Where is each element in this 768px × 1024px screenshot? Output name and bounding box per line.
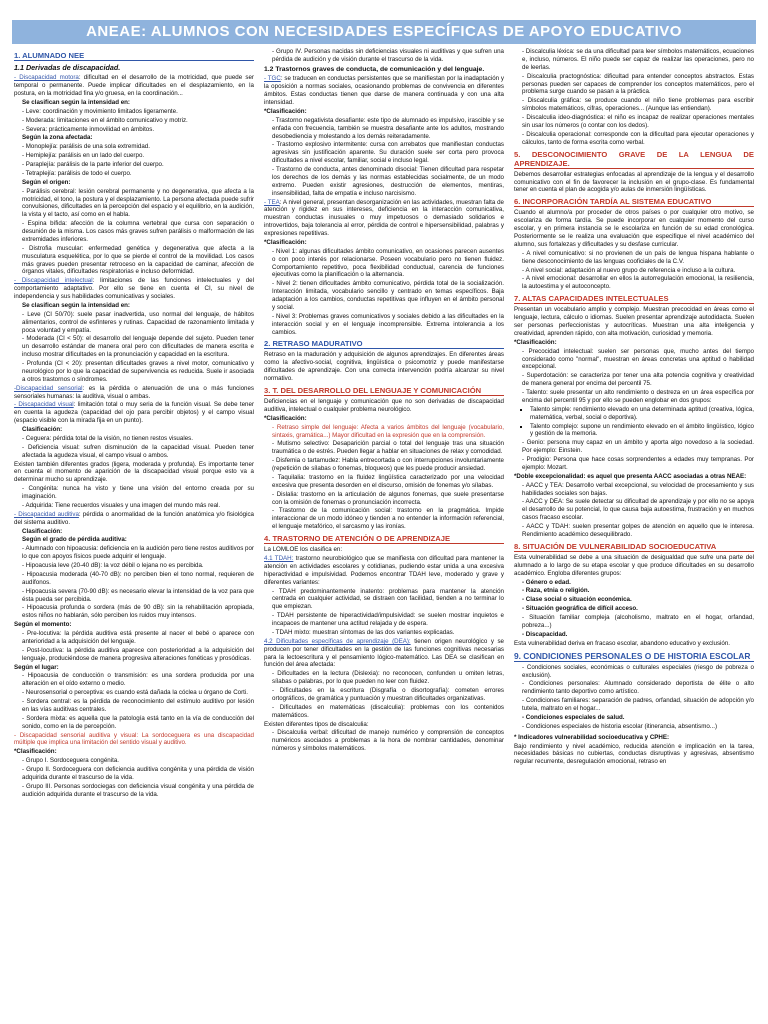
paragraph-vulnerabilidad: Esta vulnerabilidad se debe a una situación de desigualdad que sufre una parte del alumnado a lo largo de su etapa escolar y que produce dificultades en su desarrollo académico. Engloba diferentes grupos:: [514, 553, 754, 577]
text-tea: : A nivel general, presentan desorganización en las actividades, muestran falta de atención y rigidez en sus intereses, deficiencia en la interacción comunicativa, muestran conductas inusuales o muy impetuosos o demasiado solidarios e introvertidos, baja tolerancia al error, pérdida de control e hipersensibilidad, palabras y expresiones repetitivas.: [264, 198, 504, 237]
list-altas: [522, 348, 754, 405]
list-item: - Sordera mixta: es aquella que la patología está tanto en la vía de conducción del sonido, como en la de percepción.: [22, 715, 254, 731]
list-momento-auditiva: [22, 630, 254, 663]
document-title: ANEAE: ALUMNOS CON NECESIDADES ESPECÍFICAS DE APOYO EDUCATIVO: [12, 20, 756, 44]
paragraph-tgc: [264, 75, 504, 107]
list-item: - Leve: coordinación y movimiento limitados ligeramente.: [22, 108, 254, 116]
heading-incorporacion: 6. INCORPORACIÓN TARDÍA AL SISTEMA EDUCATIVO: [514, 197, 754, 207]
list-tea: [272, 248, 504, 337]
list-item: - AACC y TEA: Desarrollo verbal excepcional, su velocidad de procesamiento y sus habilidades sociales son bajas.: [522, 482, 754, 498]
list-clasif2-header: [22, 528, 254, 545]
paragraph-motora: [14, 74, 254, 98]
list-item: - Hemiplejía: parálisis en un lado del cuerpo.: [22, 152, 254, 160]
heading-retraso-madurativo: 2. RETRASO MADURATIVO: [264, 339, 504, 349]
list-item: - Grupo II. Sordoceguera con deficiencia auditiva congénita y una pérdida de visión adquirida durante el trascurso de la vida.: [22, 766, 254, 782]
list-item: - Espina bífida: afección de la columna vertebral que cursa con separación o desunión de la misma. Los casos más graves sufren parálisis o malformación de las extremidades inferiores.: [22, 220, 254, 244]
paragraph-lenguaje: Deficiencias en el lenguaje y comunicación que no son derivadas de discapacidad auditiva, intelectual o cualquier problema neurológico.: [264, 398, 504, 413]
list-item: - Alumnado con hipoacusia: deficiencia en la audición pero tiene restos auditivos por lo que con apoyos físicos puede adquirir el lenguaje.: [22, 545, 254, 561]
list-item: - Condiciones personales: Alumnado considerado deportista de élite o alto rendimiento tanto deportivo como artístico.: [522, 680, 754, 696]
list-item: - Grupo IV. Personas nacidas sin deficiencias visuales ni auditivas y que sufren una pérdida de audición y de visión durante el trascurso de la vida.: [272, 48, 504, 64]
list-vulnerabilidad: [522, 579, 754, 639]
list-item: ▪ Se clasifican según la intensidad en:: [22, 99, 254, 107]
paragraph-tdah: [264, 555, 504, 587]
paragraph-incorporacion: Cuando el alumno/a por proceder de otros países o por cualquier otro motivo, se escolariza de forma tardía. Se puede incorporar en cualquier momento del curso escolar, y en primera instancia se le escolariza en función de su edad cronológica. Posteriormente se le realiza una evaluación que especifique el nivel académico del alumno, sus fortalezas y dificultades y su desfase curricular.: [514, 209, 754, 248]
list-item: - Retraso simple del lenguaje: Afecta a varios ámbitos del lenguaje (vocabulario, sintaxis, gramática...) Mayor dificultad en la expresión que en la comprensión.: [272, 424, 504, 440]
list-item: - Discalculia operacional: corresponde con la dificultad para ejecutar operaciones y cálculos, tanto de forma escrita como verbal.: [522, 131, 754, 147]
list-item: ▪ Según el grado de pérdida auditiva:: [22, 536, 254, 544]
list-item: - Adquirida: Tiene recuerdos visuales y una imagen del mundo más real.: [22, 502, 254, 510]
text-motora: : dificultad en el desarrollo de la motricidad, que puede ser temporal o permanente. Puede implicar dificultades en el desplazamiento, en la postura, en la motricidad fina y/o gruesa, en la coordinación...: [14, 74, 254, 97]
subheading-trastornos: 1.2 Trastornos graves de conducta, de comunicación y del lenguaje.: [264, 65, 485, 73]
list-item: - AACC y TDAH: suelen presentar golpes de atención en aquello que le interesa. Rendimiento académico desequilibrado.: [522, 523, 754, 539]
list-incorporacion: [522, 250, 754, 291]
heading-condiciones: 9. CONDICIONES PERSONALES O DE HISTORIA ESCOLAR: [514, 651, 754, 662]
list-item: - Tetraplejía: parálisis de todo el cuerpo.: [22, 170, 254, 178]
text-sensorial: : es la pérdida o atenuación de una o más funciones sensoriales humanas: la auditiva, visual o ambas.: [14, 384, 254, 400]
list-item: - Congénita: nunca ha visto y tiene una visión del entorno creada por su imaginación.: [22, 485, 254, 501]
list-item: - Grupo III. Personas sordociegas con deficiencia visual congénita y una pérdida de audición adquirida durante el trascurso de la vida.: [22, 783, 254, 799]
list-intensidad: [22, 108, 254, 134]
list-item: ▪ Clasificación:: [22, 426, 254, 434]
paragraph-indicadores-2: Bajo rendimiento y nivel académico, reducida atención e implicación en la tarea, necesidades básicas no cubiertas, conductas disruptivas y agresivas, absentismo regular recurrente, desregulación emocional, retraso en: [514, 742, 754, 766]
list-item: - Hipoacusia leve (20-40 dB): la voz débil o lejana no es percibida.: [22, 562, 254, 570]
column-3: [514, 48, 754, 1004]
paragraph-sordoceguera: - Discapacidad sensorial auditiva y visual: La sordoceguera es una discapacidad múltiple que implica una limitación del sentido visual y auditivo.: [14, 731, 254, 747]
list-momento-visual: [22, 485, 254, 510]
list-motora: [22, 99, 254, 107]
list-item: - Post-locutiva: la pérdida auditiva aparece con posterioridad a la adquisición del lenguaje, produciéndose de manera progresiva alteraciones fonéticas y prosódicas.: [22, 647, 254, 663]
heading-desconocimiento: 5. DESCONOCIMIENTO GRAVE DE LA LENGUA DE APRENDIZAJE.: [514, 149, 754, 168]
term-auditiva: - Discapacidad auditiva: [14, 510, 79, 518]
list-item: - Leve (CI 50/70): suele pasar inadvertida, uso normal del lenguaje, de hábitos alimentarios, control de esfínteres y rutinas. Capacidad de razonamiento limitada y poca voluntad y empatía.: [22, 311, 254, 335]
list-item: - A nivel comunicativo: si no provienen de un país de lengua hispana hablante o tiene desconocimiento de las lenguas cooficiales de la C.V.: [522, 250, 754, 266]
list-item: ▪ Talento complejo: supone un rendimiento elevado en el ámbito lingüístico, lógico y gestión de la memoria.: [530, 423, 754, 439]
list-item: - Paraplejía: parálisis de la parte inferior del cuerpo.: [22, 161, 254, 169]
text-visual: : limitación total o muy seria de la función visual. Se debe tener en cuenta la agudeza (capacidad del ojo para percibir objetos) y el campo visual (espacio visible con la mirada fija en un punto).: [14, 401, 254, 425]
paragraph-dea: [264, 638, 504, 670]
list-item: - Nivel 3: Problemas graves comunicativos y sociales debido a las dificultades en la interacción social y en el lenguaje incomprensible. Extrema intolerancia a los cambios.: [272, 313, 504, 337]
list-talentos: [530, 406, 754, 439]
list-item: ▪ Talento simple: rendimiento elevado en una determinada aptitud (creativa, lógica, matemática, verbal, social o deportiva).: [530, 406, 754, 422]
list-item: - Precocidad intelectual: suelen ser personas que, mucho antes del tiempo considerado como "normal", muestran en áreas concretas una aptitud o habilidad excepcional.: [522, 348, 754, 372]
paragraph-grados: Existen también diferentes grados (ligera, moderada y profunda). Es importante tener en cuenta el momento de aparición de la discapacidad visual porque esto va a determinar mucho su aprendizaje.: [14, 460, 254, 484]
label-clasif3: *Clasificación:: [264, 414, 307, 422]
paragraph-indicadores: * Indicadores vulnerabilidad socioeducativa y CPHE:: [514, 733, 670, 741]
column-1: [14, 48, 254, 1004]
paragraph-tea: [264, 199, 504, 238]
list-item: - Condiciones especiales de historia escolar (itinerancia, absentismo...): [522, 723, 754, 731]
label-lugar: Según el lugar:: [14, 663, 59, 671]
list-item: - Prodigio: Persona que hace cosas sorprendentes a edades muy tempranas. Por ejemplo: Mozart.: [522, 456, 754, 472]
subheading-discapacidad: 1.1 Derivadas de discapacidad.: [14, 63, 121, 73]
list-item: - Discalculia gráfica: se produce cuando el niño tiene problemas para escribir símbolos matemáticos, cifras, operaciones... (Aunque las entiendan).: [522, 97, 754, 113]
list-item: - Sordera central: es la pérdida de reconocimiento del estímulo auditivo por lesión en las vías auditivas centrales.: [22, 698, 254, 714]
list-item: - Grupo I. Sordoceguera congénita.: [22, 757, 254, 765]
list-item: - Talento: suele presentar un alto rendimiento o destreza en un área específica por encima del percentil 95 y por ello se pueden englobar en dos grupos:: [522, 389, 754, 405]
list-item: - Género o edad.: [522, 579, 754, 587]
list-zona: [22, 143, 254, 178]
columns: [12, 44, 756, 1004]
text-auditiva: : pérdida o anormalidad de la función anatómica y/o fisiológica del sistema auditivo.: [14, 510, 254, 526]
text-intelectual: : limitaciones de las funciones intelectuales y del comportamiento adaptativo. Por ello se tiene en cuenta el CI, su nivel de independencia y sus habilidades comunicativas y sociales.: [14, 277, 254, 300]
list-item: - Trastorno de conducta, antes denominado disocial: Tienen dificultad para respetar los derechos de los demás y las normas establecidas socialmente, de un modo extremo. Pueden existir agresiones, destrucción de elementos, mentiras, insensibilidad, falta de empatía e incluso narcisismo.: [272, 166, 504, 198]
label-clasif: *Clasificación:: [514, 338, 557, 346]
paragraph-sensorial: [14, 385, 254, 401]
term-sensorial: -Discapacidad sensorial: [14, 384, 83, 392]
label-momento: Según el momento:: [14, 621, 72, 629]
list-item: - Parálisis cerebral: lesión cerebral permanente y no degenerativa, que afecta a la motricidad, el tono, la postura y el desplazamiento. La persona afectada puede sufrir convulsiones, dificultades en la percepción del espacio y el equilibrio, en la audición, la vista y el tacto, así como en el habla.: [22, 188, 254, 220]
list-item: - Condiciones sociales, económicas o culturales especiales (riesgo de pobreza o exclusión).: [522, 664, 754, 680]
heading-vulnerabilidad: 8. SITUACIÓN DE VULNERABILIDAD SOCIOEDUCATIVA: [514, 542, 754, 552]
list-item: ▪ Clasificación:: [22, 528, 254, 536]
list-item: ▪ Se clasifican según la intensidad en:: [22, 302, 254, 310]
list-item: - Hipoacusia profunda o sordera (más de 90 dB): sin la rehabilitación apropiada, estos niños no hablarán, sólo perciben los ruidos muy intensos.: [22, 604, 254, 620]
heading-lenguaje: 3. T. DEL DESARROLLO DEL LENGUAJE Y COMUNICACIÓN: [264, 386, 504, 396]
list-item: - TDAH predominantemente inatento: problemas para mantener la atención centrada en cualquier actividad, se distraen con facilidad, tienden a no terminar lo que empiezan.: [272, 588, 504, 612]
list-int2: [22, 311, 254, 384]
list-condiciones: [522, 664, 754, 731]
list-item: - Mutismo selectivo: Desaparición parcial o total del lenguaje tras una situación traumática o de estrés. Pueden llegar a hablar en situaciones de relax y comodidad.: [272, 440, 504, 456]
label-clasif: *Clasificación:: [264, 107, 307, 115]
list-item: - Dificultades en la lectura (Dislexia): no reconocen, confunden u omiten letras, sílabas o palabras, por lo que pueden no leer con fluidez.: [272, 670, 504, 686]
list-item: - Distrofia muscular: enfermedad genética y degenerativa que afecta a la musculatura esquelética, por lo que se pierde el control de la movilidad. Los casos más graves pueden presentar retroceso en la capacidad de caminar, afección de órganos vitales, dificultades respiratorias e incluso deformidad.: [22, 245, 254, 277]
list-item: - Hipoacusia de conducción o transmisión: es una sordera producida por una alteración en el oído externo o medio.: [22, 672, 254, 688]
list-item: - Discalculia ideo-diagnóstica: el niño es incapaz de realizar operaciones mentales sin usar los números (o contar con los dedos).: [522, 114, 754, 130]
paragraph-altas: Presentan un vocabulario amplio y complejo. Muestran precocidad en áreas como el lenguaje, lectura, cálculo o idiomas. Suelen presentar aprendizaje autodidacta. Suelen ser personas perfeccionistas y autocríticas. Muestran una alta inteligencia y creatividad, aprenden rápido, con alta motivación, curiosidad y memoria.: [514, 306, 754, 337]
paragraph-vulnerabilidad-2: Esta vulnerabilidad deriva en fracaso escolar, abandono educativo y exclusión.: [514, 639, 731, 647]
list-zona-header: [22, 134, 254, 142]
list-item: - AACC y DEA: Se suele detectar su dificultad de aprendizaje y por ello no se apoya el desarrollo de su potencial, lo que causa baja autoestima, frustración y en muchos casos fracaso escolar.: [522, 498, 754, 522]
list-discalculia: [272, 729, 504, 753]
list-item: - Pre-locutiva: la pérdida auditiva está presente al nacer el bebé o aparece con anterioridad a la adquisición del lenguaje.: [22, 630, 254, 646]
list-item: - Dificultades en la escritura (Disgrafía o disortografía): cometen errores ortográficos, de gramática y puntuación y muestran dificultades organizativas.: [272, 687, 504, 703]
list-item: - Moderada: limitaciones en el ámbito comunicativo y motriz.: [22, 117, 254, 125]
list-clasif-header: [22, 426, 254, 434]
term-visual: - Discapacidad visual: [14, 401, 74, 409]
list-item: - Superdotación: se caracteriza por tener una alta potencia cognitiva y creatividad de manera general por encima del percentil 75.: [522, 372, 754, 388]
paragraph-discalculia: Existen diferentes tipos de discalculia:: [264, 720, 369, 728]
list-clasif-visual: [22, 435, 254, 460]
term-dea: 4.2 Dificultades específicas de aprendizaje (DEA):: [264, 637, 411, 645]
list-item: - Neurosensorial o perceptiva: es cuando está dañada la cóclea u órgano de Corti.: [22, 689, 254, 697]
list-item: - Nivel 2: tienen dificultades ámbito comunicativo, pérdida total de la socialización. Interacción limitada, vocabulario sencillo y centrado en temas específicos. Baja adaptación a los cambios, conductas repetitivas que influyen en el ámbito personal y social.: [272, 280, 504, 312]
list-grupos: [22, 757, 254, 798]
list-item: - TDAH mixto: muestran síntomas de las dos variantes explicadas.: [272, 629, 504, 637]
list-item: ▪ Según la zona afectada:: [22, 134, 254, 142]
list-item: - Deficiencia visual: sufren disminución de la capacidad visual. Pueden tener afectada la agudeza visual, el campo visual o ambos.: [22, 444, 254, 460]
list-item: - Clase social o situación económica.: [522, 596, 754, 604]
list-int2-header: [22, 302, 254, 310]
text-tdah: trastorno neurobiológico que se manifiesta con dificultad para mantener la atención en actividades escolares y cotidianas, pudiendo estar unida a una excesiva hiperactividad e impulsividad. Podemos encontrar TDAH leve, moderado y grave y diferentes variantes:: [264, 555, 504, 586]
list-origen: [22, 188, 254, 277]
label-clasif3: *Clasificación:: [14, 748, 57, 756]
list-item: - Genio: persona muy capaz en un ámbito y aporta algo novedoso a la sociedad. Por ejemplo: Einstein.: [522, 439, 754, 455]
list-item: - A nivel social: adaptación al nuevo grupo de referencia e incluso a la cultura.: [522, 267, 754, 275]
list-tgc: [272, 117, 504, 198]
term-tea: - TEA: [264, 198, 280, 206]
text-tgc: : se traducen en conductas persistentes que se manifiestan por la inadaptación y la oposición a normas sociales, ocasionando problemas de convivencia en diferentes ámbitos. Estas conductas tienen que darse de manera continuada y con una alta intensidad.: [264, 75, 504, 106]
list-item: - Taquilalia: trastorno en la fluidez lingüística caracterizado por una velocidad excesiva que presenta desorden en el discurso, omisión de fonemas y/o sílabas.: [272, 474, 504, 490]
list-item: - Disfemia o tartamudez: Habla entrecortada o con interrupciones involuntariamente (repetición de sílabas o fonemas, bloqueos) que les puede producir ansiedad.: [272, 457, 504, 473]
list-item: - Trastorno explosivo intermitente: cursa con arrebatos que manifiestan conductas agresivas sin justificación aparente. Su duración suele ser corta pero provoca dificultades a nivel escolar, familiar, social e incluso legal.: [272, 141, 504, 165]
list-item: - Discalculia léxica: se da una dificultad para leer símbolos matemáticos, ecuaciones e, incluso, números. El niño puede ser capaz de realizar las operaciones, pero no de leerlas.: [522, 48, 754, 72]
paragraph-auditiva: [14, 511, 254, 527]
list-item: - Discalculia practognóstica: dificultad para entender conceptos abstractos. Estas personas pueden ser capaces de comprender los conceptos matemáticos, pero el problema surge cuando se pasan a la práctica.: [522, 73, 754, 97]
list-disc-tipos: [522, 48, 754, 147]
heading-alumnado-nee: 1. ALUMNADO NEE: [14, 51, 254, 61]
heading-atencion: 4. TRASTORNO DE ATENCIÓN O DE APRENDIZAJE: [264, 534, 504, 544]
list-origen-header: [22, 179, 254, 187]
paragraph-lomloe: La LOMLOE los clasifica en:: [264, 546, 343, 554]
list-dea: [272, 670, 504, 719]
list-item: - Condiciones especiales de salud.: [522, 714, 754, 722]
term-intelectual: - Discapacidad intelectual: [14, 277, 93, 285]
list-item: - Situación familiar compleja (alcoholismo, maltrato en el hogar, orfandad, pobreza...): [522, 614, 754, 630]
list-item: - Ceguera: pérdida total de la visión, no tienen restos visuales.: [22, 435, 254, 443]
heading-altas-capacidades: 7. ALTAS CAPACIDADES INTELECTUALES: [514, 294, 754, 304]
list-tdah: [272, 588, 504, 637]
list-item: - Hipoacusia severa (70-90 dB): es necesario elevar la intensidad de la voz para que ésta pueda ser percibida.: [22, 588, 254, 604]
list-item: - Trastorno de la comunicación social: trastorno en la pragmática. Impide interaccionar de un modo idóneo y tienden a no entender la información referencial, el lenguaje metafórico, el sarcasmo y las ironías.: [272, 507, 504, 531]
list-item: - Moderada (CI < 50): el desarrollo del lenguaje depende del sujeto. Pueden tener un desarrollo estándar de manera oral pero con dificultades de manera escrita e incluso mostrar dificultades en la pronunciación y capacidad en la escritura.: [22, 335, 254, 359]
list-item: - Discapacidad.: [522, 631, 754, 639]
list-item: - Situación geográfica de difícil acceso.: [522, 605, 754, 613]
list-item: - Discalculia verbal: dificultad de manejo numérico y comprensión de conceptos numéricos asociados a problemas a la hora de nombrar cantidades, denominar números y símbolos matemáticos.: [272, 729, 504, 753]
term-motora: - Discapacidad motora: [14, 74, 79, 82]
list-lenguaje: [272, 424, 504, 531]
list-item: - Severa: prácticamente inmovilidad en ámbitos.: [22, 126, 254, 134]
list-item: - Trastorno negativista desafiante: este tipo de alumnado es impulsivo, irascible y se enfada con frecuencia, también se muestra desafiante ante los adultos, mostrando desobediencia y molestando a los demás reiteradamente.: [272, 117, 504, 141]
list-item: ▪ Según el origen:: [22, 179, 254, 187]
paragraph-visual: [14, 401, 254, 425]
list-item: - Hipoacusia moderada (40-70 dB): no perciben bien el tono normal, requieren de audífonos.: [22, 571, 254, 587]
list-lugar: [22, 672, 254, 730]
list-item: - Profunda (CI < 20): presentan dificultades graves a nivel motor, comunicativo y neurológico por lo que la capacidad de supervivencia es reducida. Suele ir asociada a otros trastornos o síndromes.: [22, 360, 254, 384]
list-grado: [22, 545, 254, 620]
list-item: - Monoplejía: parálisis de una sola extremidad.: [22, 143, 254, 151]
paragraph-retraso: Retraso en la maduración y adquisición de algunos aprendizajes. En diferentes áreas como la afectivo-social, cognitiva, lingüística o psicomotriz y puede manifestarse dificultades de aprendizaje. Con una correcta intervención podría alcanzar su nivel normativo.: [264, 351, 504, 383]
document-page: [12, 20, 756, 1010]
list-doble: [522, 482, 754, 539]
list-item: - Raza, etnia o religión.: [522, 587, 754, 595]
list-item: - Dislalia: trastorno en la articulación de algunos fonemas, que suele presentarse con la omisión de fonemas o pronunciación incorrecta.: [272, 491, 504, 507]
paragraph-doble: *Doble excepcionalidad: es aquel que presenta AACC asociadas a otras NEAE:: [514, 472, 747, 480]
paragraph-intelectual: [14, 277, 254, 301]
label-clasif2: *Clasificación:: [264, 238, 307, 246]
list-item: - Condiciones familiares: separación de padres, orfandad, situación de adopción y/o tutela, maltrato en el hogar...: [522, 697, 754, 713]
list-item: - Dificultades en matemáticas (discalculia): problemas con los contenidos matemáticos.: [272, 704, 504, 720]
list-item: - A nivel emocional: desarrollar en ellos la autorregulación emocional, la resiliencia, la autoestima y el autoconcepto.: [522, 275, 754, 291]
paragraph-desconocimiento: Debemos desarrollar estrategias enfocadas al aprendizaje de la lengua y el desarrollo comunicativo con el fin de favorecer la inclusión en el grupo-clase. Es fundamental tener en cuenta el plan de acogida y/o aulas de inmersión lingüísticas.: [514, 170, 754, 194]
term-tgc: - TGC: [264, 75, 281, 83]
list-item: - TDAH persistente de hiperactividad/impulsividad: se suelen mostrar inquietos e incapaces de mantener una actitud relajada y de espera.: [272, 612, 504, 628]
term-tdah: 4.1 TDAH:: [264, 555, 294, 563]
list-grupo4: [272, 48, 504, 64]
list-item: - Nivel 1: algunas dificultades ámbito comunicativo, en ocasiones parecen ausentes o con poco interés por relacionarse. Poseen vocabulario pero no tienen fluidez. Comportamiento repetitivo, poca flexibilidad conductual, carencia de funciones ejecutivas como la planificación o la alternancia.: [272, 248, 504, 280]
text-dea: tienen origen neurológico y se producen por tener dificultades en la gestión de las funciones cognitivas necesarias para la lectoescritura y el pensamiento lógico-matemático. Las DEA se clasifican en función del área afectada:: [264, 637, 504, 669]
list-altas2: [522, 439, 754, 472]
column-2: [264, 48, 504, 1004]
